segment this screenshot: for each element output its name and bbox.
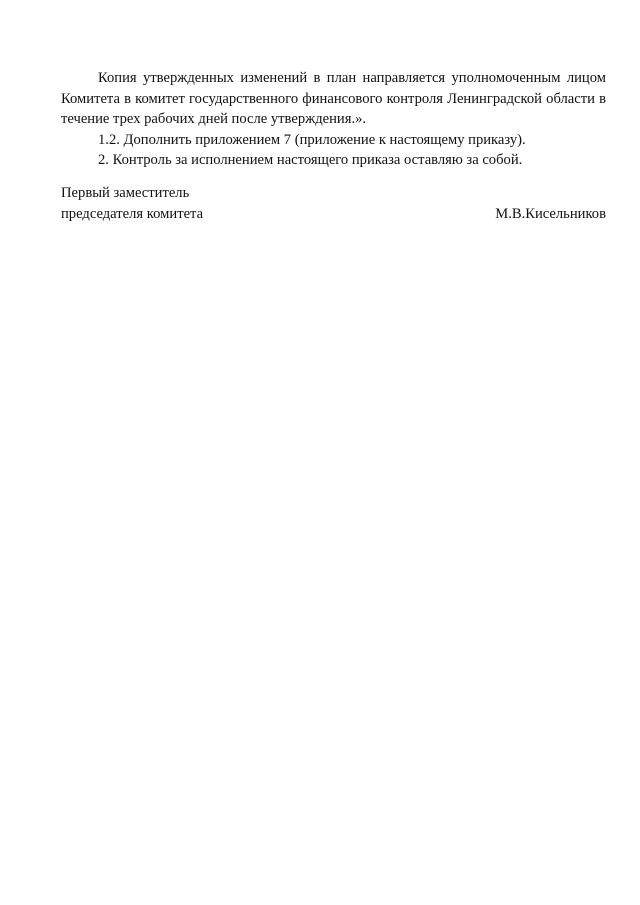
document-body bbox=[61, 68, 606, 171]
signatory-name: М.В.Кисельников bbox=[495, 205, 606, 222]
signatory-position-line1: Первый заместитель bbox=[61, 185, 190, 201]
signature-block bbox=[61, 183, 606, 224]
signatory-position-line2: председателя комитета bbox=[61, 205, 204, 222]
paragraph-plan-copy: Копия утвержденных изменений в план направляется уполномоченным лицом Комитета в комитет государственного финансового контроля Ленинградской области в течение трех рабочих дней после утверждения.». bbox=[61, 70, 606, 127]
paragraph-item-1-2: 1.2. Дополнить приложением 7 (приложение к настоящему приказу). bbox=[98, 131, 526, 148]
paragraph-item-2: 2. Контроль за исполнением настоящего приказа оставляю за собой. bbox=[98, 152, 523, 168]
signature-line bbox=[61, 204, 606, 225]
